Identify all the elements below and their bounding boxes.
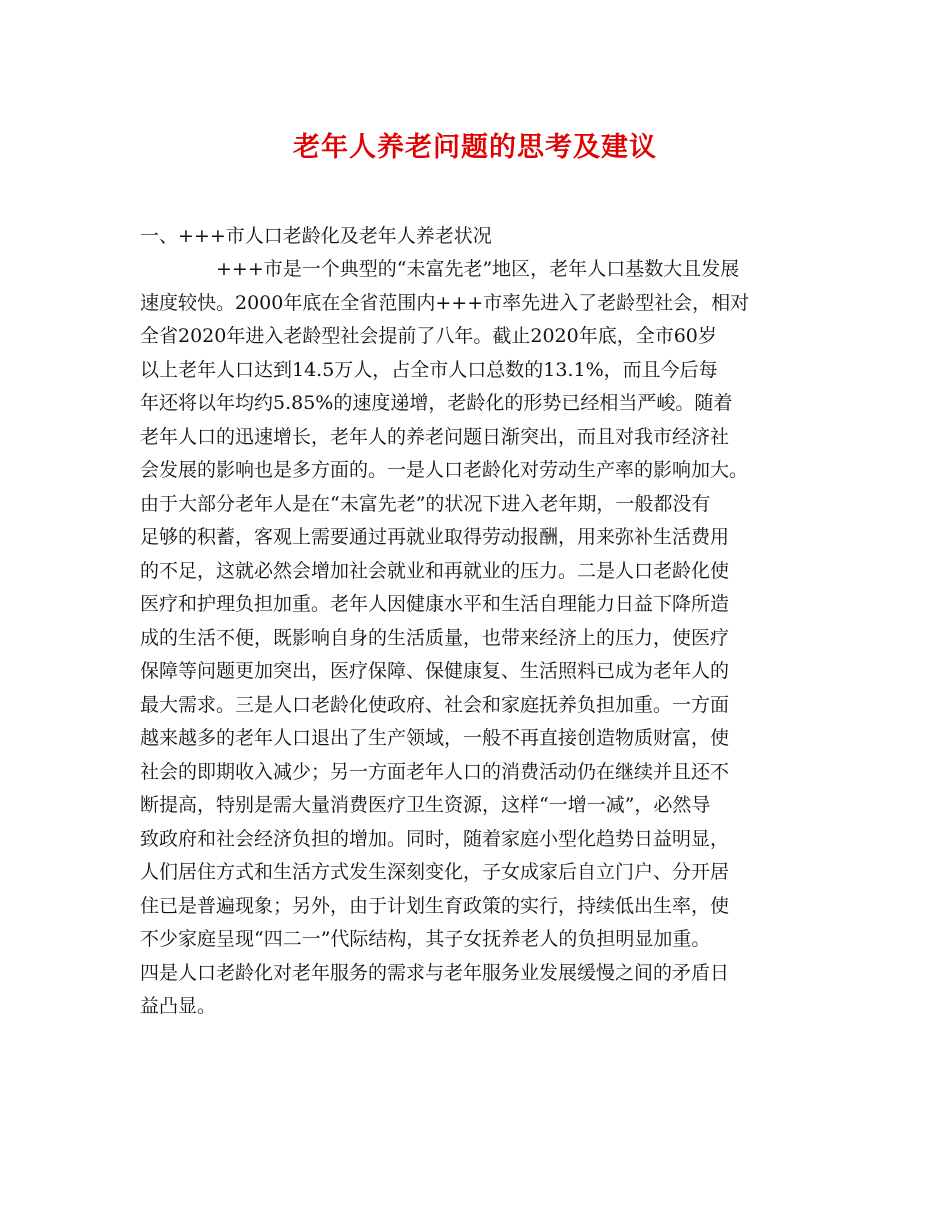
- paragraph-line: 保障等问题更加突出，医疗保障、保健康复、生活照料已成为老年人的: [140, 660, 730, 682]
- paragraph-line: 全省2020年进入老龄型社会提前了八年。截止2020年底，全市60岁: [140, 325, 717, 347]
- paragraph-line: 住已是普遍现象；另外，由于计划生育政策的实行，持续低出生率，使: [140, 894, 730, 917]
- paragraph-line: 致政府和社会经济负担的增加。同时，随着家庭小型化趋势日益明显，: [140, 827, 730, 850]
- paragraph-line: 不少家庭呈现“四二一”代际结构，其子女抚养老人的负担明显加重。: [140, 928, 711, 950]
- paragraph-line: 的不足，这就必然会增加社会就业和再就业的压力。二是人口老龄化使: [140, 559, 730, 582]
- paragraph-line: 断提高，特别是需大量消费医疗卫生资源，这样“一增一减”，必然导: [140, 794, 711, 816]
- paragraph-line: 益凸显。: [140, 995, 217, 1017]
- paragraph-line: 由于大部分老年人是在“未富先老”的状况下进入老年期，一般都没有: [140, 492, 711, 515]
- paragraph-line: 以上老年人口达到14.5万人，占全市人口总数的13.1%，而且今后每: [140, 358, 718, 381]
- paragraph-line: 年还将以年均约5.85%的速度递增，老龄化的形势已经相当严峻。随着: [140, 392, 733, 414]
- paragraph-line: 速度较快。2000年底在全省范围内+++市率先进入了老龄型社会，相对: [140, 291, 750, 314]
- paragraph-line: 社会的即期收入减少；另一方面老年人口的消费活动仍在继续并且还不: [140, 760, 730, 783]
- paragraph-line: 人们居住方式和生活方式发生深刻变化，子女成家后自立门户、分开居: [140, 861, 730, 883]
- paragraph-line: 成的生活不便，既影响自身的生活质量，也带来经济上的压力，使医疗: [140, 626, 730, 649]
- section-heading: 一、+++市人口老龄化及老年人养老状况: [140, 225, 492, 247]
- body-paragraph: [140, 253, 830, 1024]
- document-title: 老年人养老问题的思考及建议: [293, 132, 657, 163]
- paragraph-line: +++市是一个典型的“未富先老”地区，老年人口基数大且发展: [216, 258, 740, 280]
- paragraph-line: 医疗和护理负担加重。老年人因健康水平和生活自理能力日益下降所造: [140, 593, 730, 615]
- paragraph-line: 会发展的影响也是多方面的。一是人口老龄化对劳动生产率的影响加大。: [140, 459, 749, 481]
- paragraph-line: 四是人口老龄化对老年服务的需求与老年服务业发展缓慢之间的矛盾日: [140, 961, 730, 984]
- paragraph-line: 足够的积蓄，客观上需要通过再就业取得劳动报酬，用来弥补生活费用: [140, 526, 730, 548]
- paragraph-line: 老年人口的迅速增长，老年人的养老问题日渐突出，而且对我市经济社: [140, 425, 730, 448]
- paragraph-line: 最大需求。三是人口老龄化使政府、社会和家庭抚养负担加重。一方面: [140, 693, 730, 716]
- paragraph-line: 越来越多的老年人口退出了生产领域，一般不再直接创造物质财富，使: [140, 727, 730, 749]
